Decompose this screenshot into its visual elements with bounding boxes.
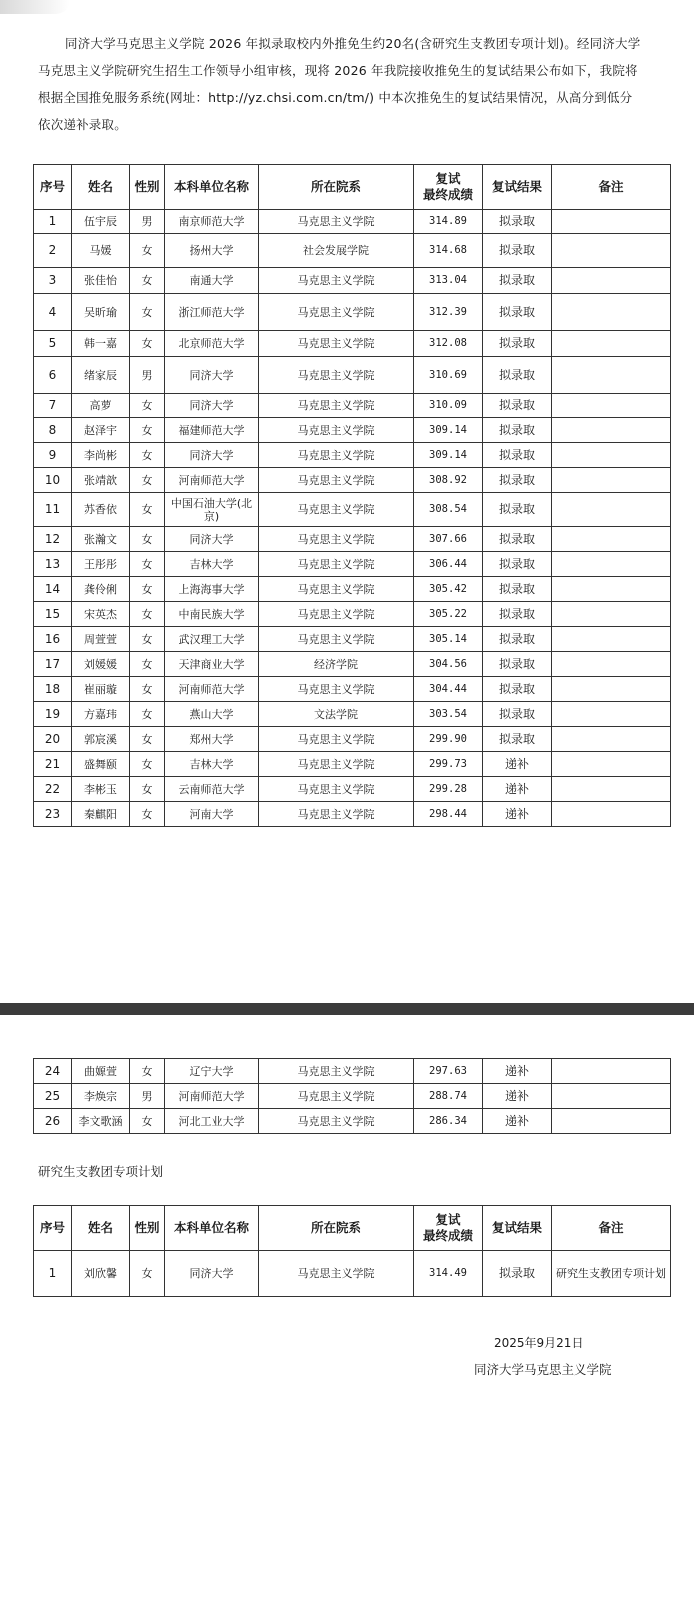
cell-name: 李文歌涵 (72, 1109, 130, 1134)
cell-school: 云南师范大学 (165, 777, 259, 802)
cell-gender: 男 (130, 357, 165, 394)
cell-note (552, 493, 671, 527)
cell-note (552, 268, 671, 294)
cell-result: 拟录取 (483, 727, 552, 752)
header-score-line1: 复试 (435, 1212, 461, 1227)
cell-result: 拟录取 (483, 702, 552, 727)
cell-score: 304.44 (414, 677, 483, 702)
cell-name: 周萱萱 (72, 627, 130, 652)
header-result: 复试结果 (483, 1206, 552, 1251)
header-score-line2: 最终成绩 (422, 1228, 473, 1243)
cell-score: 312.39 (414, 294, 483, 331)
cell-gender: 男 (130, 1084, 165, 1109)
cell-school: 河南师范大学 (165, 1084, 259, 1109)
cell-gender: 女 (130, 552, 165, 577)
header-score (414, 1206, 483, 1251)
cell-name: 秦麒阳 (72, 802, 130, 827)
cell-seq: 8 (34, 418, 72, 443)
cell-dept: 马克思主义学院 (259, 552, 414, 577)
cell-school: 同济大学 (165, 357, 259, 394)
cell-note (552, 552, 671, 577)
cell-score: 288.74 (414, 1084, 483, 1109)
cell-score: 307.66 (414, 527, 483, 552)
table-header-row (34, 165, 671, 210)
cell-score: 286.34 (414, 1109, 483, 1134)
cell-note (552, 752, 671, 777)
cell-name: 刘媛媛 (72, 652, 130, 677)
cell-result: 拟录取 (483, 677, 552, 702)
cell-dept: 马克思主义学院 (259, 1084, 414, 1109)
cell-school: 同济大学 (165, 1251, 259, 1297)
cell-dept: 马克思主义学院 (259, 777, 414, 802)
cell-seq: 15 (34, 602, 72, 627)
cell-dept: 马克思主义学院 (259, 727, 414, 752)
cell-gender: 女 (130, 527, 165, 552)
cell-dept: 马克思主义学院 (259, 268, 414, 294)
table-row (34, 702, 671, 727)
intro-paragraph: 同济大学马克思主义学院 2026 年拟录取校内外推免生约20名(含研究生支教团专项计划)。经同济大学马克思主义学院研究生招生工作领导小组审核，现将 2026 年我院接收推免生的复试结果公布如下，我院将根据全国推免服务系统(网址：http://yz.chsi.com.cn/tm/) 中本次推免生的复试结果情况，从高分到低分依次递补录取。 (38, 36, 641, 132)
special-plan-table-body (34, 1251, 671, 1297)
cell-school: 同济大学 (165, 394, 259, 418)
cell-seq: 19 (34, 702, 72, 727)
special-plan-table (33, 1205, 671, 1297)
table-row (34, 727, 671, 752)
cell-seq: 3 (34, 268, 72, 294)
cell-result: 拟录取 (483, 418, 552, 443)
cell-result: 拟录取 (483, 1251, 552, 1297)
cell-score: 298.44 (414, 802, 483, 827)
signature-date: 2025年9月21日 (494, 1336, 584, 1350)
cell-dept: 马克思主义学院 (259, 602, 414, 627)
cell-result: 拟录取 (483, 268, 552, 294)
cell-score: 314.89 (414, 210, 483, 234)
cell-name: 高萝 (72, 394, 130, 418)
table-row (34, 468, 671, 493)
cell-score: 310.09 (414, 394, 483, 418)
table-row (34, 234, 671, 268)
cell-dept: 马克思主义学院 (259, 1059, 414, 1084)
cell-note (552, 652, 671, 677)
cell-score: 299.28 (414, 777, 483, 802)
cell-name: 张靖歆 (72, 468, 130, 493)
table-row (34, 357, 671, 394)
cell-name: 李彬玉 (72, 777, 130, 802)
cell-result: 拟录取 (483, 527, 552, 552)
cell-gender: 女 (130, 493, 165, 527)
cell-name: 李尚彬 (72, 443, 130, 468)
cell-result: 拟录取 (483, 468, 552, 493)
cell-note (552, 602, 671, 627)
cell-gender: 女 (130, 802, 165, 827)
cell-note (552, 777, 671, 802)
cell-result: 递补 (483, 1084, 552, 1109)
table-row (34, 677, 671, 702)
cell-name: 赵泽宇 (72, 418, 130, 443)
cell-result: 拟录取 (483, 234, 552, 268)
cell-name: 伍宇辰 (72, 210, 130, 234)
cell-school: 吉林大学 (165, 752, 259, 777)
signature-organization: 同济大学马克思主义学院 (474, 1362, 612, 1377)
cell-note (552, 727, 671, 752)
cell-dept: 马克思主义学院 (259, 331, 414, 357)
cell-name: 吴昕瑜 (72, 294, 130, 331)
header-school: 本科单位名称 (165, 1206, 259, 1251)
cell-gender: 女 (130, 727, 165, 752)
cell-note (552, 234, 671, 268)
cell-name: 绪家辰 (72, 357, 130, 394)
cell-seq: 24 (34, 1059, 72, 1084)
cell-school: 同济大学 (165, 527, 259, 552)
cell-note (552, 394, 671, 418)
cell-note (552, 527, 671, 552)
cell-name: 刘欣馨 (72, 1251, 130, 1297)
cell-name: 郭宸溪 (72, 727, 130, 752)
table-row (34, 331, 671, 357)
cell-note (552, 357, 671, 394)
cell-score: 305.14 (414, 627, 483, 652)
cell-result: 拟录取 (483, 331, 552, 357)
cell-score: 313.04 (414, 268, 483, 294)
cell-score: 299.90 (414, 727, 483, 752)
table-row (34, 602, 671, 627)
cell-seq: 16 (34, 627, 72, 652)
cell-name: 张瀚文 (72, 527, 130, 552)
cell-seq: 9 (34, 443, 72, 468)
cell-gender: 女 (130, 752, 165, 777)
cell-dept: 马克思主义学院 (259, 357, 414, 394)
cell-seq: 11 (34, 493, 72, 527)
results-table-continued-body (34, 1059, 671, 1134)
cell-note (552, 702, 671, 727)
cell-name: 王彤彤 (72, 552, 130, 577)
header-name: 姓名 (72, 1206, 130, 1251)
cell-dept: 马克思主义学院 (259, 577, 414, 602)
cell-gender: 女 (130, 1251, 165, 1297)
cell-dept: 马克思主义学院 (259, 527, 414, 552)
cell-school: 中国石油大学(北京) (165, 493, 259, 527)
results-table-body (34, 210, 671, 827)
cell-seq: 23 (34, 802, 72, 827)
cell-gender: 女 (130, 331, 165, 357)
cell-dept: 马克思主义学院 (259, 394, 414, 418)
header-name: 姓名 (72, 165, 130, 210)
cell-school: 扬州大学 (165, 234, 259, 268)
cell-seq: 25 (34, 1084, 72, 1109)
cell-school: 河南大学 (165, 802, 259, 827)
cell-score: 314.49 (414, 1251, 483, 1297)
cell-score: 314.68 (414, 234, 483, 268)
table-row (34, 777, 671, 802)
cell-school: 辽宁大学 (165, 1059, 259, 1084)
cell-note (552, 418, 671, 443)
table-row (34, 752, 671, 777)
cell-dept: 经济学院 (259, 652, 414, 677)
cell-dept: 马克思主义学院 (259, 627, 414, 652)
cell-gender: 女 (130, 602, 165, 627)
cell-gender: 女 (130, 394, 165, 418)
table-row (34, 268, 671, 294)
cell-name: 李焕宗 (72, 1084, 130, 1109)
cell-gender: 女 (130, 777, 165, 802)
cell-result: 拟录取 (483, 294, 552, 331)
table-row (34, 294, 671, 331)
header-seq: 序号 (34, 165, 72, 210)
cell-school: 河南师范大学 (165, 677, 259, 702)
cell-seq: 18 (34, 677, 72, 702)
table-row (34, 418, 671, 443)
cell-result: 拟录取 (483, 577, 552, 602)
cell-name: 方嘉玮 (72, 702, 130, 727)
cell-school: 同济大学 (165, 443, 259, 468)
cell-note: 研究生支教团专项计划 (552, 1251, 671, 1297)
cell-note (552, 627, 671, 652)
cell-dept: 马克思主义学院 (259, 493, 414, 527)
header-seq: 序号 (34, 1206, 72, 1251)
cell-result: 拟录取 (483, 652, 552, 677)
cell-score: 309.14 (414, 443, 483, 468)
cell-result: 拟录取 (483, 627, 552, 652)
cell-dept: 马克思主义学院 (259, 802, 414, 827)
cell-seq: 21 (34, 752, 72, 777)
table-row (34, 1084, 671, 1109)
cell-note (552, 1084, 671, 1109)
cell-note (552, 1059, 671, 1084)
header-score-line1: 复试 (435, 171, 461, 186)
header-note: 备注 (552, 165, 671, 210)
cell-gender: 男 (130, 210, 165, 234)
cell-dept: 马克思主义学院 (259, 443, 414, 468)
cell-gender: 女 (130, 577, 165, 602)
cell-seq: 12 (34, 527, 72, 552)
cell-result: 拟录取 (483, 602, 552, 627)
cell-seq: 13 (34, 552, 72, 577)
table-row (34, 1059, 671, 1084)
header-gender: 性别 (130, 1206, 165, 1251)
cell-score: 306.44 (414, 552, 483, 577)
cell-school: 吉林大学 (165, 552, 259, 577)
cell-gender: 女 (130, 1109, 165, 1134)
cell-result: 递补 (483, 802, 552, 827)
cell-gender: 女 (130, 468, 165, 493)
cell-score: 308.92 (414, 468, 483, 493)
table-row (34, 802, 671, 827)
cell-result: 拟录取 (483, 357, 552, 394)
cell-gender: 女 (130, 443, 165, 468)
cell-gender: 女 (130, 418, 165, 443)
cell-score: 297.63 (414, 1059, 483, 1084)
table-row (34, 627, 671, 652)
cell-note (552, 677, 671, 702)
cell-gender: 女 (130, 702, 165, 727)
cell-name: 崔丽璇 (72, 677, 130, 702)
cell-dept: 马克思主义学院 (259, 468, 414, 493)
table-row (34, 210, 671, 234)
cell-seq: 14 (34, 577, 72, 602)
cell-school: 燕山大学 (165, 702, 259, 727)
cell-seq: 26 (34, 1109, 72, 1134)
cell-seq: 7 (34, 394, 72, 418)
header-note: 备注 (552, 1206, 671, 1251)
header-school: 本科单位名称 (165, 165, 259, 210)
cell-name: 宋英杰 (72, 602, 130, 627)
header-dept: 所在院系 (259, 165, 414, 210)
cell-dept: 马克思主义学院 (259, 752, 414, 777)
cell-gender: 女 (130, 268, 165, 294)
header-score (414, 165, 483, 210)
table-row (34, 527, 671, 552)
cell-note (552, 468, 671, 493)
cell-note (552, 294, 671, 331)
header-gender: 性别 (130, 165, 165, 210)
table-row (34, 552, 671, 577)
cell-seq: 6 (34, 357, 72, 394)
cell-school: 浙江师范大学 (165, 294, 259, 331)
cell-result: 递补 (483, 1059, 552, 1084)
table-row (34, 394, 671, 418)
cell-score: 299.73 (414, 752, 483, 777)
cell-score: 312.08 (414, 331, 483, 357)
cell-name: 苏香依 (72, 493, 130, 527)
cell-seq: 17 (34, 652, 72, 677)
cell-school: 北京师范大学 (165, 331, 259, 357)
header-dept: 所在院系 (259, 1206, 414, 1251)
cell-name: 韩一嘉 (72, 331, 130, 357)
table-row (34, 1109, 671, 1134)
table-row (34, 1251, 671, 1297)
cell-note (552, 802, 671, 827)
cell-score: 308.54 (414, 493, 483, 527)
cell-dept: 马克思主义学院 (259, 677, 414, 702)
cell-school: 郑州大学 (165, 727, 259, 752)
cell-school: 南通大学 (165, 268, 259, 294)
cell-school: 河南师范大学 (165, 468, 259, 493)
cell-gender: 女 (130, 627, 165, 652)
cell-gender: 女 (130, 652, 165, 677)
cell-note (552, 443, 671, 468)
results-table (33, 164, 671, 827)
cell-gender: 女 (130, 294, 165, 331)
cell-school: 武汉理工大学 (165, 627, 259, 652)
cell-seq: 20 (34, 727, 72, 752)
cell-dept: 马克思主义学院 (259, 1109, 414, 1134)
cell-seq: 2 (34, 234, 72, 268)
cell-result: 拟录取 (483, 552, 552, 577)
cell-result: 递补 (483, 777, 552, 802)
cell-gender: 女 (130, 234, 165, 268)
cell-dept: 马克思主义学院 (259, 210, 414, 234)
cell-result: 递补 (483, 1109, 552, 1134)
table-row (34, 577, 671, 602)
cell-seq: 5 (34, 331, 72, 357)
cell-score: 303.54 (414, 702, 483, 727)
cell-name: 曲嫄萱 (72, 1059, 130, 1084)
cell-seq: 4 (34, 294, 72, 331)
cell-school: 河北工业大学 (165, 1109, 259, 1134)
cell-result: 拟录取 (483, 210, 552, 234)
cell-note (552, 331, 671, 357)
cell-school: 南京师范大学 (165, 210, 259, 234)
cell-dept: 马克思主义学院 (259, 1251, 414, 1297)
cell-name: 龚伶俐 (72, 577, 130, 602)
cell-score: 304.56 (414, 652, 483, 677)
cell-school: 上海海事大学 (165, 577, 259, 602)
cell-dept: 社会发展学院 (259, 234, 414, 268)
cell-name: 盛舞颐 (72, 752, 130, 777)
cell-result: 拟录取 (483, 394, 552, 418)
cell-score: 305.22 (414, 602, 483, 627)
cell-result: 拟录取 (483, 493, 552, 527)
cell-school: 福建师范大学 (165, 418, 259, 443)
cell-note (552, 1109, 671, 1134)
table-row (34, 652, 671, 677)
cell-name: 张佳怡 (72, 268, 130, 294)
cell-result: 拟录取 (483, 443, 552, 468)
cell-dept: 马克思主义学院 (259, 294, 414, 331)
cell-gender: 女 (130, 677, 165, 702)
special-header-row (34, 1206, 671, 1251)
cell-gender: 女 (130, 1059, 165, 1084)
cell-score: 310.69 (414, 357, 483, 394)
table-row (34, 443, 671, 468)
cell-dept: 马克思主义学院 (259, 418, 414, 443)
cell-score: 309.14 (414, 418, 483, 443)
cell-name: 马媛 (72, 234, 130, 268)
table-row (34, 493, 671, 527)
cell-dept: 文法学院 (259, 702, 414, 727)
cell-school: 天津商业大学 (165, 652, 259, 677)
cell-score: 305.42 (414, 577, 483, 602)
cell-note (552, 210, 671, 234)
cell-seq: 22 (34, 777, 72, 802)
special-plan-title: 研究生支教团专项计划 (38, 1164, 164, 1179)
cell-seq: 1 (34, 210, 72, 234)
page-corner-shadow (0, 0, 70, 14)
page-divider (0, 1003, 694, 1015)
cell-result: 递补 (483, 752, 552, 777)
header-result: 复试结果 (483, 165, 552, 210)
cell-seq: 10 (34, 468, 72, 493)
results-table-continued (33, 1058, 671, 1134)
cell-seq: 1 (34, 1251, 72, 1297)
header-score-line2: 最终成绩 (422, 187, 473, 202)
cell-note (552, 577, 671, 602)
cell-school: 中南民族大学 (165, 602, 259, 627)
